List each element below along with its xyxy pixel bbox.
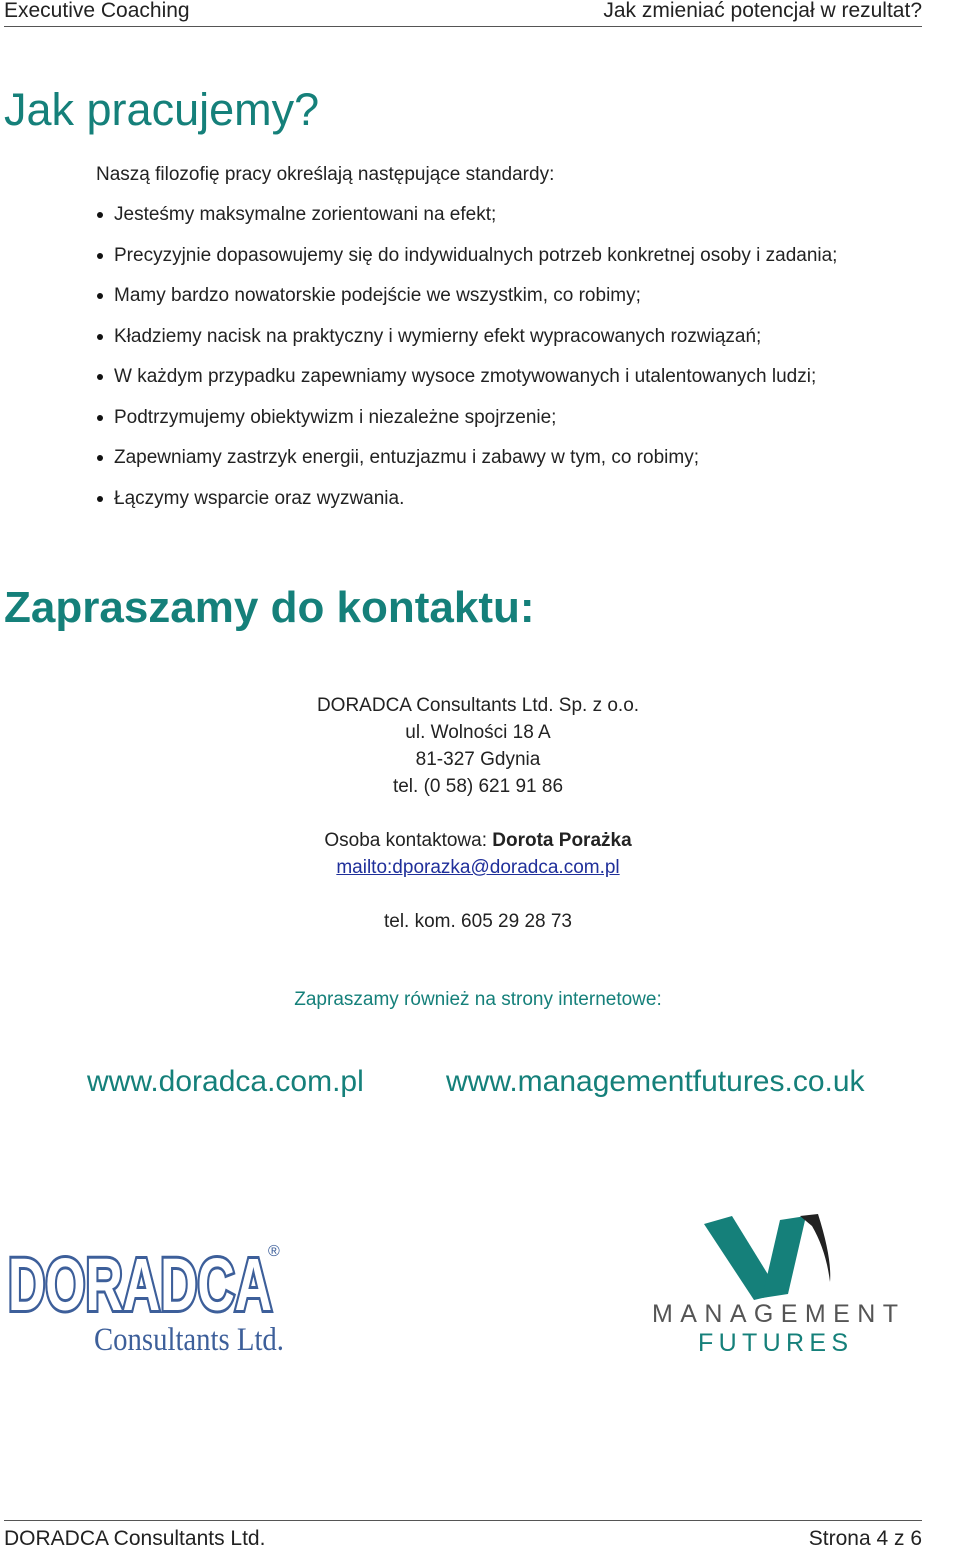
- company-name: DORADCA Consultants Ltd. Sp. z o.o.: [316, 695, 640, 716]
- list-item: Mamy bardzo nowatorskie podejście we wszystkim, co robimy;: [96, 283, 837, 324]
- street-address: ul. Wolności 18 A: [405, 722, 551, 743]
- list-item: Precyzyjnie dopasowujemy się do indywidualnych potrzeb konkretnej osoby i zadania;: [96, 243, 837, 284]
- page-header: [4, 0, 922, 27]
- logo-swoosh-mid: [762, 1216, 806, 1298]
- registered-mark: ®: [268, 1243, 280, 1260]
- contact-block: [190, 692, 766, 935]
- page-number: Strona 4 z 6: [808, 1527, 922, 1550]
- header-left: Executive Coaching: [4, 0, 190, 22]
- city-address: 81-327 Gdynia: [415, 749, 541, 770]
- doradca-logo-wordmark: DORADCA: [8, 1243, 272, 1326]
- list-item: Jesteśmy maksymalne zorientowani na efekt;: [96, 202, 837, 243]
- email-link[interactable]: mailto:dporazka@doradca.com.pl: [336, 857, 620, 878]
- contact-person: [190, 827, 766, 854]
- management-futures-logo: [648, 1210, 904, 1355]
- websites-invite: Zapraszamy również na strony internetowe:: [294, 989, 662, 1010]
- management-futures-line1: MANAGEMENT: [652, 1300, 898, 1328]
- doradca-logo: [6, 1240, 296, 1360]
- mobile-number: tel. kom. 605 29 28 73: [383, 911, 572, 932]
- list-item: W każdym przypadku zapewniamy wysoce zmotywowanych i utalentowanych ludzi;: [96, 364, 837, 405]
- section-title-how-we-work: Jak pracujemy?: [4, 84, 320, 135]
- list-item: Kładziemy nacisk na praktyczny i wymierny efekt wypracowanych rozwiązań;: [96, 324, 837, 365]
- contact-label: Osoba kontaktowa:: [324, 830, 493, 851]
- list-item: Zapewniamy zastrzyk energii, entuzjazmu i zabawy w tym, co robimy;: [96, 445, 837, 486]
- list-item: Łączymy wsparcie oraz wyzwania.: [96, 486, 837, 527]
- standards-list: [96, 202, 837, 526]
- logo-swoosh-right: [800, 1214, 830, 1282]
- contact-name: Dorota Porażka: [492, 830, 632, 851]
- management-futures-line2: FUTURES: [698, 1329, 848, 1355]
- footer-left: DORADCA Consultants Ltd.: [4, 1527, 266, 1550]
- intro-text: Naszą filozofię pracy określają następujące standardy:: [96, 164, 555, 185]
- list-item: Podtrzymujemy obiektywizm i niezależne spojrzenie;: [96, 405, 837, 446]
- section-title-contact: Zapraszamy do kontaktu:: [4, 583, 535, 632]
- website-link-doradca[interactable]: www.doradca.com.pl: [87, 1065, 364, 1098]
- page-footer: [4, 1520, 922, 1551]
- website-link-management-futures[interactable]: www.managementfutures.co.uk: [446, 1065, 865, 1098]
- doradca-logo-subtitle: Consultants Ltd.: [94, 1322, 284, 1358]
- phone-number: tel. (0 58) 621 91 86: [392, 776, 564, 797]
- header-right: Jak zmieniać potencjał w rezultat?: [603, 0, 922, 22]
